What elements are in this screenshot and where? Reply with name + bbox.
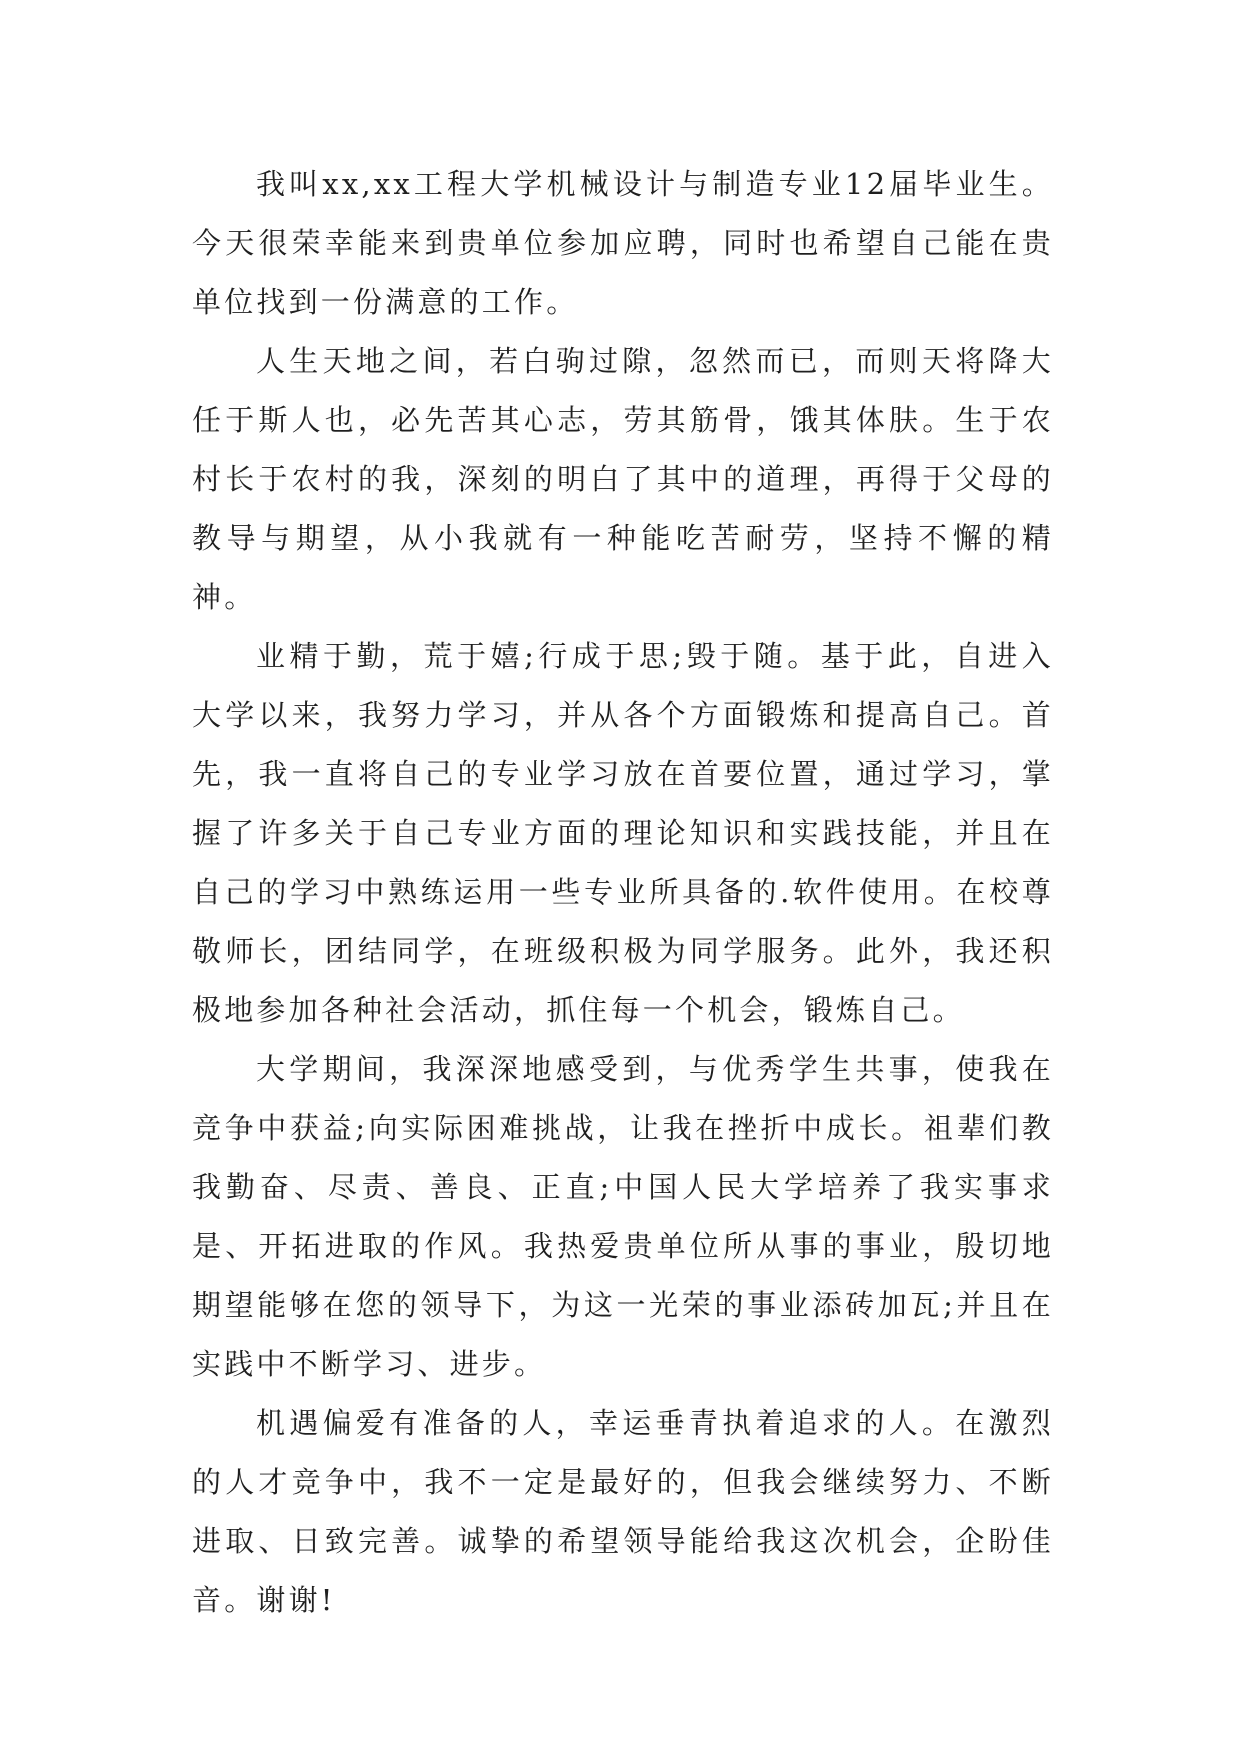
paragraph-study: 业精于勤，荒于嬉;行成于思;毁于随。基于此，自进入大学以来，我努力学习，并从各个方面锻炼和提高自己。首先，我一直将自己的专业学习放在首要位置，通过学习，掌握了许多关于自己专业方面的理论知识和实践技能，并且在自己的学习中熟练运用一些专业所具备的.软件使用。在校尊敬师长，团结同学，在班级积极为同学服务。此外，我还积极地参加各种社会活动，抓住每一个机会，锻炼自己。 bbox=[192, 639, 1054, 1027]
paragraph-background: 人生天地之间，若白驹过隙，忽然而已，而则天将降大任于斯人也，必先苦其心志，劳其筋骨，饿其体肤。生于农村长于农村的我，深刻的明白了其中的道理，再得于父母的教导与期望，从小我就有一种能吃苦耐劳，坚持不懈的精神。 bbox=[192, 344, 1054, 614]
paragraph-university: 大学期间，我深深地感受到，与优秀学生共事，使我在竞争中获益;向实际困难挑战，让我在挫折中成长。祖辈们教我勤奋、尽责、善良、正直;中国人民大学培养了我实事求是、开拓进取的作风。我热爱贵单位所从事的事业，殷切地期望能够在您的领导下，为这一光荣的事业添砖加瓦;并且在实践中不断学习、进步。 bbox=[192, 1052, 1054, 1381]
document-body bbox=[192, 155, 1054, 1630]
paragraph-closing: 机遇偏爱有准备的人，幸运垂青执着追求的人。在激烈的人才竞争中，我不一定是最好的，但我会继续努力、不断进取、日致完善。诚挚的希望领导能给我这次机会，企盼佳音。谢谢! bbox=[192, 1406, 1054, 1617]
paragraph-intro: 我叫xx,xx工程大学机械设计与制造专业12届毕业生。今天很荣幸能来到贵单位参加应聘，同时也希望自己能在贵单位找到一份满意的工作。 bbox=[192, 167, 1054, 319]
